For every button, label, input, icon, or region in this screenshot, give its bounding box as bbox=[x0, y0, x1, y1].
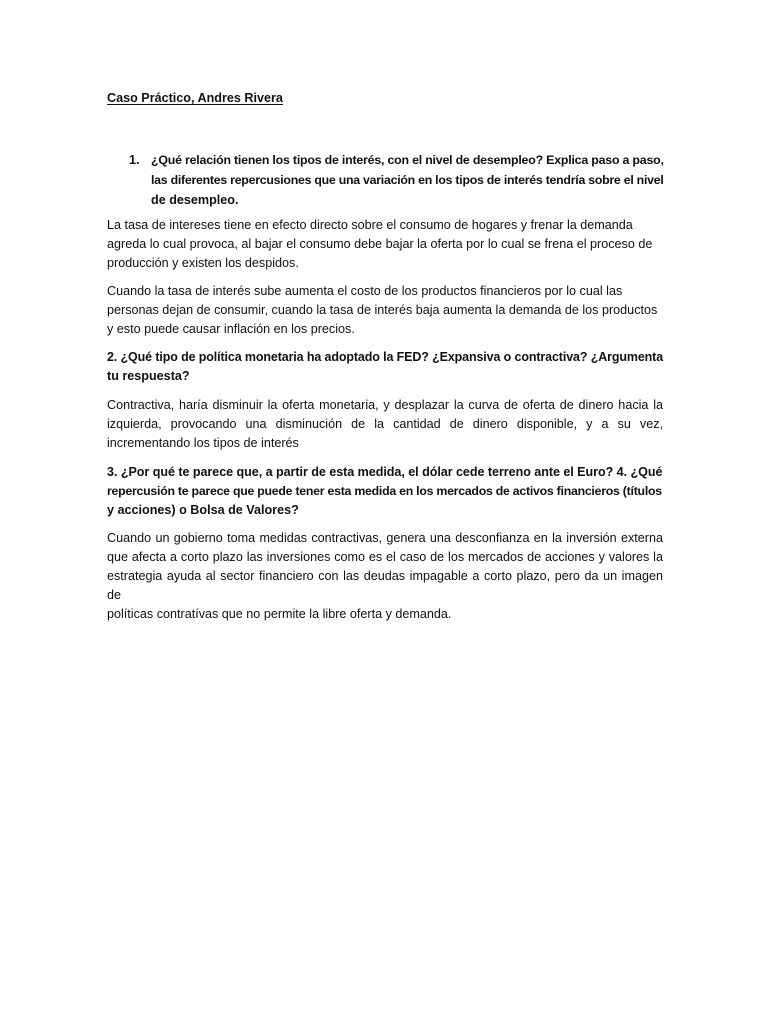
answer-1b-line: y esto puede causar inflación en los precios. bbox=[107, 322, 355, 336]
answer-1b-line: Cuando la tasa de interés sube aumenta el costo de los productos financieros por lo cual las bbox=[107, 284, 623, 298]
question-3 bbox=[107, 463, 663, 520]
answer-1a-line: producción y existen los despidos. bbox=[107, 256, 299, 270]
question-1-line: de desempleo. bbox=[151, 193, 239, 207]
question-3-line: y acciones) o Bolsa de Valores? bbox=[107, 503, 299, 517]
answer-3-line: estrategia ayuda al sector financiero con las deudas impagable a corto plazo, pero da un imagen de bbox=[107, 569, 663, 602]
question-2-line: tu respuesta? bbox=[107, 369, 190, 383]
answer-1a-line: agreda lo cual provoca, al bajar el consumo debe bajar la oferta por lo cual se frena el proceso de bbox=[107, 237, 653, 251]
question-1-line: ¿Qué relación tienen los tipos de interés, con el nivel de desempleo? Explica paso a paso, bbox=[151, 153, 664, 167]
answer-1b-line: personas dejan de consumir, cuando la tasa de interés baja aumenta la demanda de los productos bbox=[107, 303, 658, 317]
answer-3-line: políticas contratívas que no permite la libre oferta y demanda. bbox=[107, 607, 452, 621]
answer-3-line: Cuando un gobierno toma medidas contractivas, genera una desconfianza en la inversión externa bbox=[107, 531, 663, 545]
question-1 bbox=[129, 150, 664, 210]
question-1-number: 1. bbox=[129, 153, 140, 167]
answer-2-line: incrementando los tipos de interés bbox=[107, 436, 299, 450]
answer-2-line: izquierda, provocando una disminución de la cantidad de dinero disponible, y a su vez, bbox=[107, 417, 663, 431]
answer-3-line: que afecta a corto plazo las inversiones como es el caso de los mercados de acciones y valores la bbox=[107, 550, 663, 564]
question-3-line: repercusión te parece que puede tener esta medida en los mercados de activos financieros (títulos bbox=[107, 484, 662, 498]
answer-2-line: Contractiva, haría disminuir la oferta monetaria, y desplazar la curva de oferta de dinero hacia la bbox=[107, 398, 663, 412]
question-3-line: 3. ¿Por qué te parece que, a partir de esta medida, el dólar cede terreno ante el Euro? 4. ¿Qué bbox=[107, 465, 663, 479]
answer-1a-paragraph bbox=[107, 216, 663, 273]
question-1-line: las diferentes repercusiones que una variación en los tipos de interés tendría sobre el nivel bbox=[151, 173, 664, 187]
document-title: Caso Práctico, Andres Rivera bbox=[107, 91, 283, 105]
answer-1a-line: La tasa de intereses tiene en efecto directo sobre el consumo de hogares y frenar la demanda bbox=[107, 218, 633, 232]
answer-2-paragraph bbox=[107, 396, 663, 453]
answer-3-paragraph bbox=[107, 529, 663, 624]
question-2 bbox=[107, 348, 663, 386]
answer-1b-paragraph bbox=[107, 282, 663, 339]
question-1-text bbox=[151, 150, 664, 210]
question-2-line: 2. ¿Qué tipo de política monetaria ha adoptado la FED? ¿Expansiva o contractiva? ¿Argumenta bbox=[107, 350, 664, 364]
